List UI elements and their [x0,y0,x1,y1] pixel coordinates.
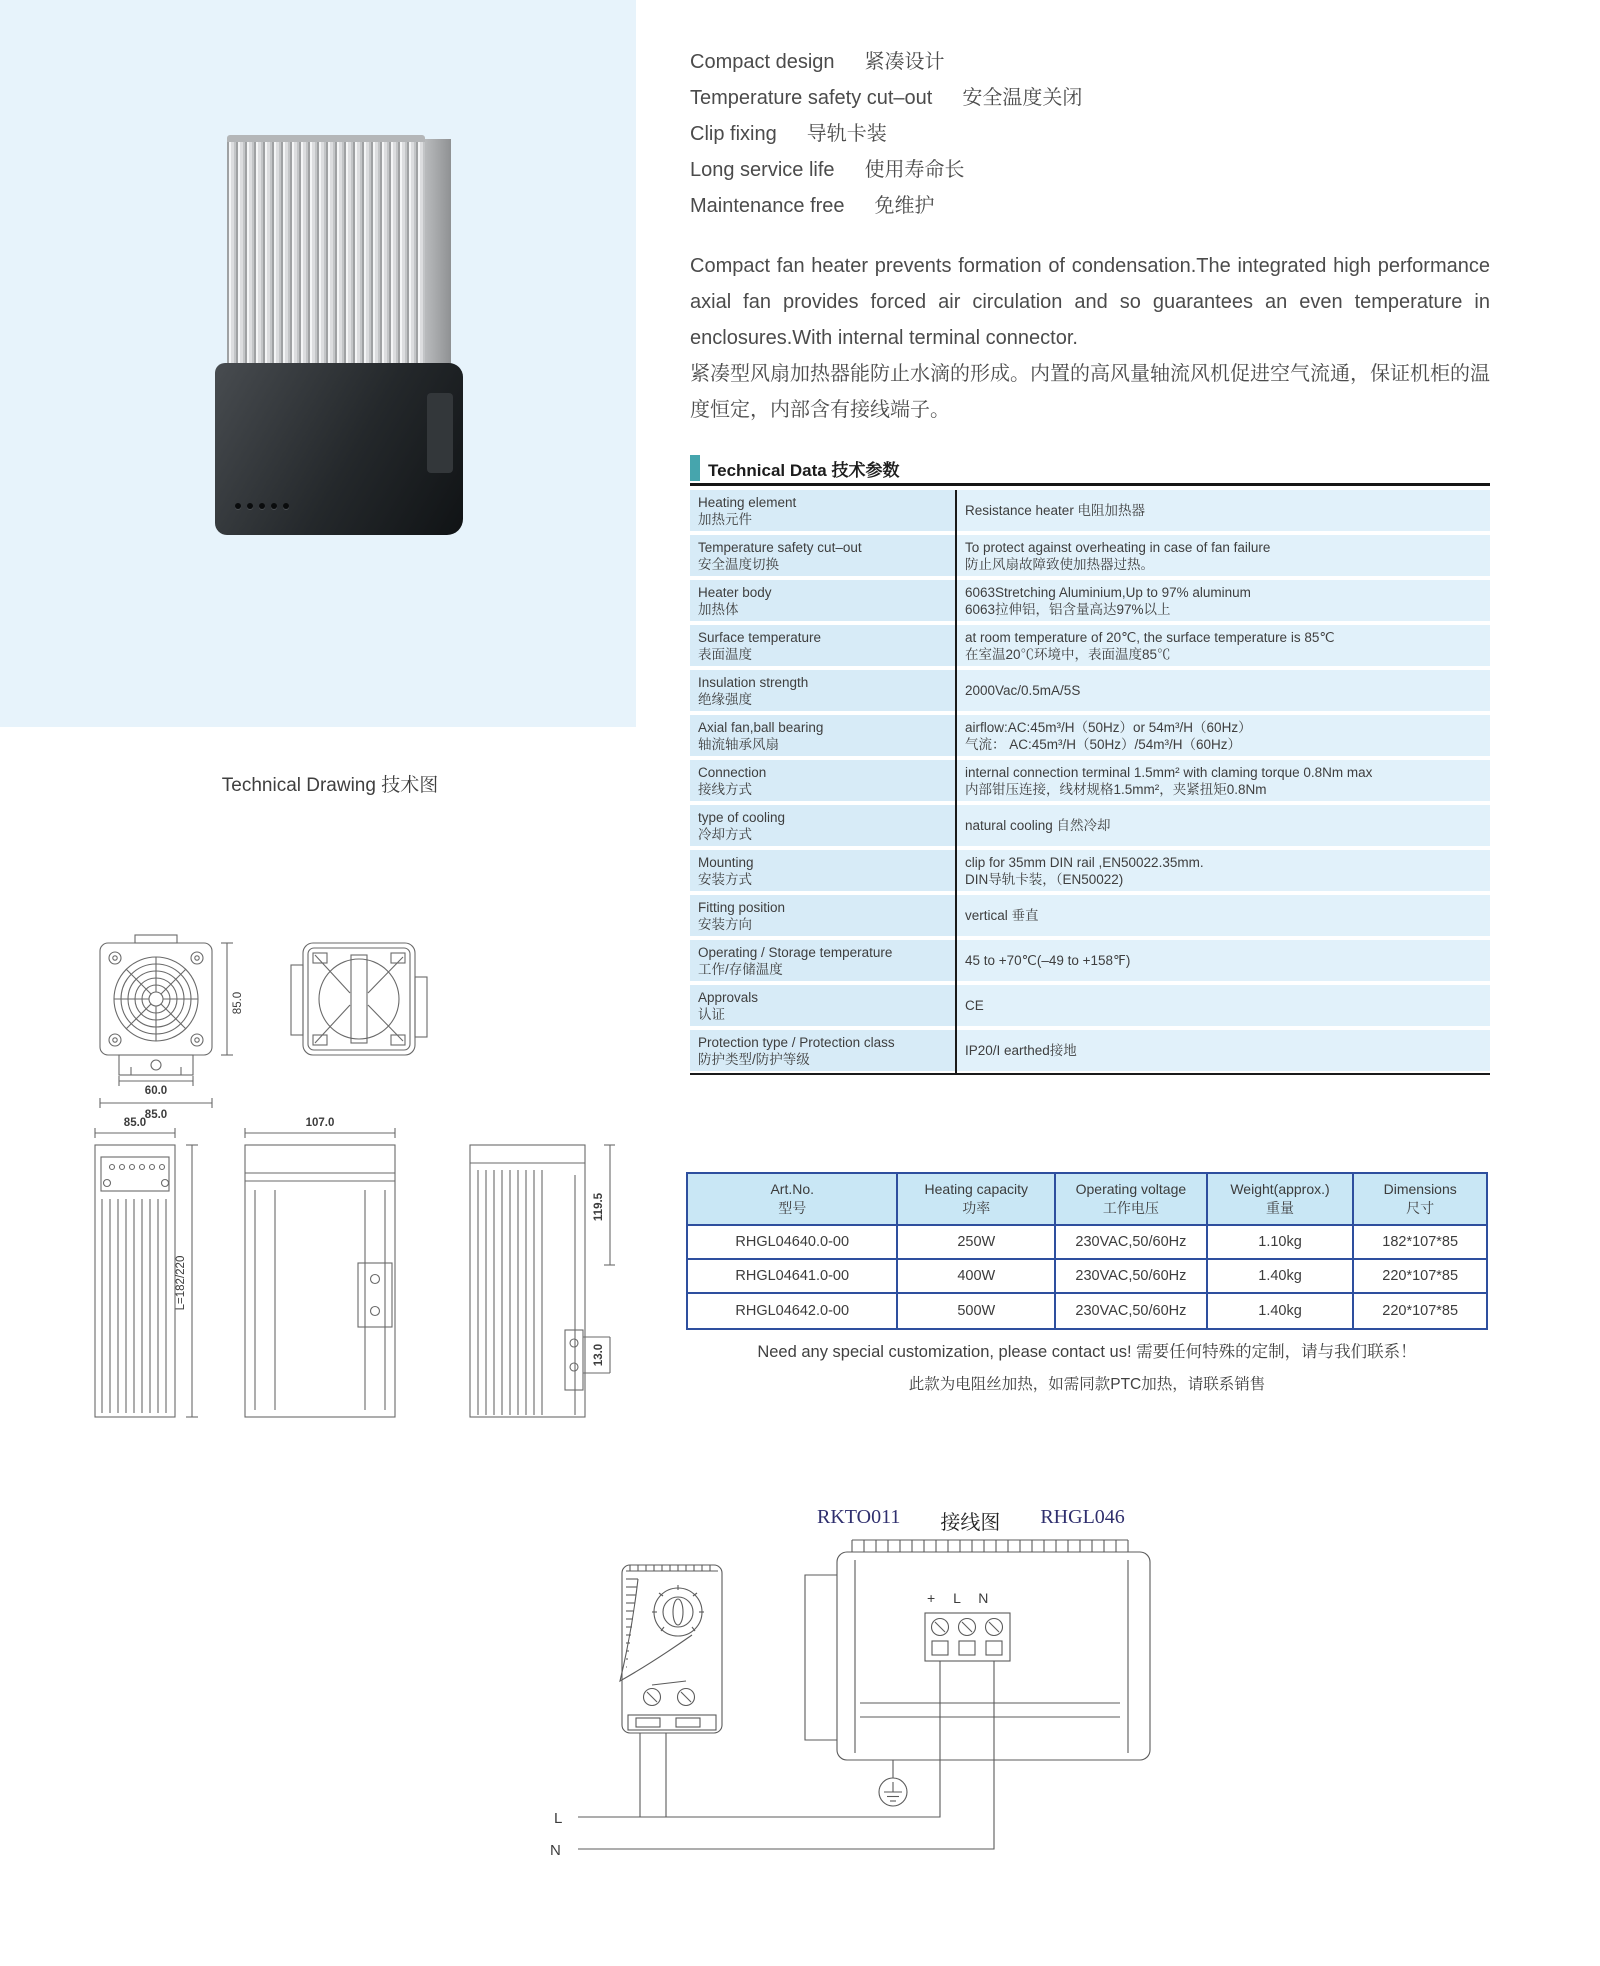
feature-line: Compact design 紧凑设计 [690,51,945,73]
tech-row: Heater body 加热体 6063Stretching Aluminium,Up to 97% aluminum 6063拉伸铝，铝含量高达97%以上 [690,580,1490,621]
products-table [686,1172,1488,1330]
wire-n-label: N [550,1842,561,1859]
tech-table-bottom-border [690,1073,1490,1075]
svg-text:13.0: 13.0 [593,1343,605,1367]
header-operating-voltage: Operating voltage 工作电压 [1054,1174,1206,1226]
wire-l-label: L [554,1810,563,1827]
tech-row: Surface temperature 表面温度 at room temperature of 20℃, the surface temperature is 85℃ 在室温20℃环境中，表面温度85℃ [690,625,1490,666]
tech-row: Insulation strength 绝缘强度 2000Vac/0.5mA/5S [690,670,1490,711]
tech-row: Temperature safety cut–out 安全温度切换 To protect against overheating in case of fan failure 防止风扇故障致使加热器过热。 [690,535,1490,576]
feature-line: Temperature safety cut–out 安全温度关闭 [690,87,1083,109]
wire-l [578,1661,940,1817]
tech-data-underline [690,483,1490,486]
heater-model-label: RHGL046 [1040,1506,1125,1528]
heater-fan-housing [215,363,463,535]
tech-row: type of cooling 冷却方式 natural cooling 自然冷却 [690,805,1490,846]
tech-row: Mounting 安装方式 clip for 35mm DIN rail ,EN50022.35mm. DIN导轨卡装，（EN50022) [690,850,1490,891]
product-photo-panel [0,0,636,727]
feature-line: Long service life 使用寿命长 [690,159,965,181]
header-art-no: Art.No. 型号 [688,1174,896,1226]
tech-row: Approvals 认证 CE [690,985,1490,1026]
tech-row: Operating / Storage temperature 工作/存储温度 45 to +70℃(–49 to +158℉) [690,940,1490,981]
ptc-note: 此款为电阻丝加热，如需同款PTC加热，请联系销售 [908,1376,1266,1393]
svg-text:85.0: 85.0 [144,1109,168,1121]
product-row: RHGL04641.0-00 400W 230VAC,50/60Hz 1.40kg 220*107*85 [688,1260,1486,1294]
drawing-elevation-views [70,1115,615,1450]
svg-text:85.0: 85.0 [123,1117,147,1129]
technical-drawing-title [180,770,480,797]
svg-text:60.0: 60.0 [144,1085,168,1097]
product-photo [215,135,485,555]
heater-vent-holes [235,503,289,509]
tech-row: Connection 接线方式 internal connection terminal 1.5mm² with claming torque 0.8Nm max 内部钳压连接，线材规格1.5mm²，夹紧扭矩0.8Nm [690,760,1490,801]
header-dimensions: Dimensions 尺寸 [1352,1174,1486,1226]
svg-text:L=182/220: L=182/220 [175,1255,187,1311]
customization-note: Need any special customization, please contact us! 需要任何特殊的定制，请与我们联系！ [757,1343,1417,1361]
tech-row: Heating element 加热元件 Resistance heater 电阻加热器 [690,490,1490,531]
terminal-labels: + L N [927,1590,996,1606]
tech-table-divider [955,490,957,1073]
header-weight: Weight(approx.) 重量 [1206,1174,1353,1226]
accent-bar [690,455,700,481]
feature-list [690,44,1082,224]
tech-data-header [690,455,899,481]
product-row: RHGL04640.0-00 250W 230VAC,50/60Hz 1.10kg 182*107*85 [688,1226,1486,1260]
tech-row: Fitting position 安装方向 vertical 垂直 [690,895,1490,936]
heater-fins-side [425,139,451,397]
wiring-diagram-label: 接线图 [940,1512,1001,1534]
products-header-row [688,1174,1486,1226]
feature-line: Maintenance free 免维护 [690,195,935,217]
wiring-diagram-title [817,1506,1125,1535]
description-en: Compact fan heater prevents formation of condensation.The integrated high performance axial fan provides forced air circulation and so guarantees an even temperature in enclosures.With internal terminal connector. [690,255,1490,349]
tech-data-table [690,490,1490,1075]
drawing-front-and-back-views [75,925,455,1125]
header-heating-capacity: Heating capacity 功率 [896,1174,1054,1226]
terminal-block [925,1613,1010,1661]
svg-text:107.0: 107.0 [305,1117,335,1129]
technical-drawing-title-text: Technical Drawing 技术图 [221,775,439,796]
svg-text:85.0: 85.0 [232,991,244,1015]
wiring-diagram-svg [480,1535,1240,1875]
thermostat-model-label: RKTO011 [817,1506,901,1528]
tech-data-title: Technical Data 技术参数 [708,460,900,480]
svg-text:119.5: 119.5 [593,1192,605,1222]
heater-clip-notch [427,393,453,473]
tech-row: Protection type / Protection class 防护类型/防护等级 IP20/I earthed接地 [690,1030,1490,1071]
product-row: RHGL04642.0-00 500W 230VAC,50/60Hz 1.40kg 220*107*85 [688,1294,1486,1328]
feature-line: Clip fixing 导轨卡装 [690,123,887,145]
description-zh: 紧凑型风扇加热器能防止水滴的形成。内置的高风量轴流风机促进空气流通，保证机柜的温度恒定，内部含有接线端子。 [690,363,1490,421]
tech-row: Axial fan,ball bearing 轴流轴承风扇 airflow:AC:45m³/H（50Hz）or 54m³/H（60Hz） 气流： AC:45m³/H（50Hz）/54m³/H（60Hz） [690,715,1490,756]
product-description [690,248,1490,428]
